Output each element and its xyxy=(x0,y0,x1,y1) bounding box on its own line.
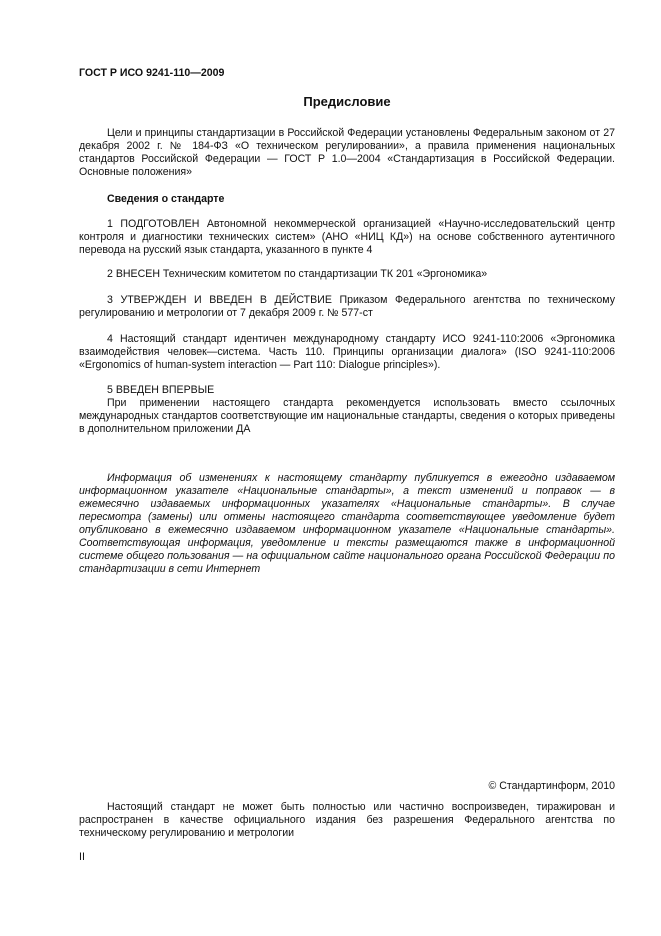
item-3-text: Приказом Федерального агентства по техническому регулированию и метрологии от 7 декабря 2009 г. № 577-ст xyxy=(79,294,615,319)
intro-paragraph: Цели и принципы стандартизации в Российской Федерации установлены Федеральным законом от 27 декабря 2002 г. № 184-ФЗ «О техническом регулировании», а правила применения национальных стандартов Российской Федерации — ГОСТ Р 1.0—2004 «Стандартизация в Российской Федерации. Основные положения» xyxy=(79,127,615,178)
item-3-lead: 3 УТВЕРЖДЕН И ВВЕДЕН В ДЕЙСТВИЕ xyxy=(107,294,332,306)
item-2-lead: 2 ВНЕСЕН xyxy=(107,268,160,280)
item-5-text: При применении настоящего стандарта рекомендуется использовать вместо ссылочных международных стандартов соответствующие им национальные стандарты, сведения о которых приведены в дополнительном приложении ДА xyxy=(79,397,615,435)
reproduction-notice: Настоящий стандарт не может быть полностью или частично воспроизведен, тиражирован и распространен в качестве официального издания без разрешения Федерального агентства по техническому регулированию и метрологии xyxy=(79,801,615,839)
item-2-text: Техническим комитетом по стандартизации ТК 201 «Эргономика» xyxy=(159,268,488,280)
item-4 xyxy=(79,333,615,372)
item-4-lead: 4 xyxy=(107,333,113,345)
item-1 xyxy=(79,218,615,257)
section-heading: Сведения о стандарте xyxy=(107,193,225,205)
item-3 xyxy=(79,294,615,320)
notice-paragraph: Информация об изменениях к настоящему стандарту публикуется в ежегодно издаваемом информационном указателе «Национальные стандарты», а текст изменений и поправок — в ежемесячно издаваемых информационных указателях «Национальные стандарты». В случае пересмотра (замены) или отмены настоящего стандарта соответствующее уведомление будет опубликовано в ежемесячно издаваемом информационном указателе «Национальные стандарты». Соответствующая информация, уведомление и тексты размещаются также в информационной системе общего пользования — на официальном сайте национального органа Российской Федерации по стандартизации в сети Интернет xyxy=(79,472,615,575)
page-title: Предисловие xyxy=(303,94,391,109)
page-number: II xyxy=(79,851,85,863)
item-1-lead: 1 ПОДГОТОВЛЕН xyxy=(107,218,200,230)
item-4-text: Настоящий стандарт идентичен международному стандарту ИСО 9241-110:2006 «Эргономика взаимодействия человек—система. Часть 110. Принципы организации диалога» (ISO 9241-110:2006 «Ergonomics of human-system interaction — Part 110: Dialogue principles»). xyxy=(79,333,615,371)
document-id-header: ГОСТ Р ИСО 9241-110—2009 xyxy=(79,67,225,79)
item-1-text: Автономной некоммерческой организацией «Научно-исследовательский центр контроля и диагностики технических систем» (АНО «НИЦ КД») на основе собственного аутентичного перевода на русский язык стандарта, указанного в пункте 4 xyxy=(79,218,615,256)
item-5-lead: 5 ВВЕДЕН ВПЕРВЫЕ xyxy=(107,384,215,396)
copyright: © Стандартинформ, 2010 xyxy=(488,780,615,792)
item-2 xyxy=(79,268,615,281)
